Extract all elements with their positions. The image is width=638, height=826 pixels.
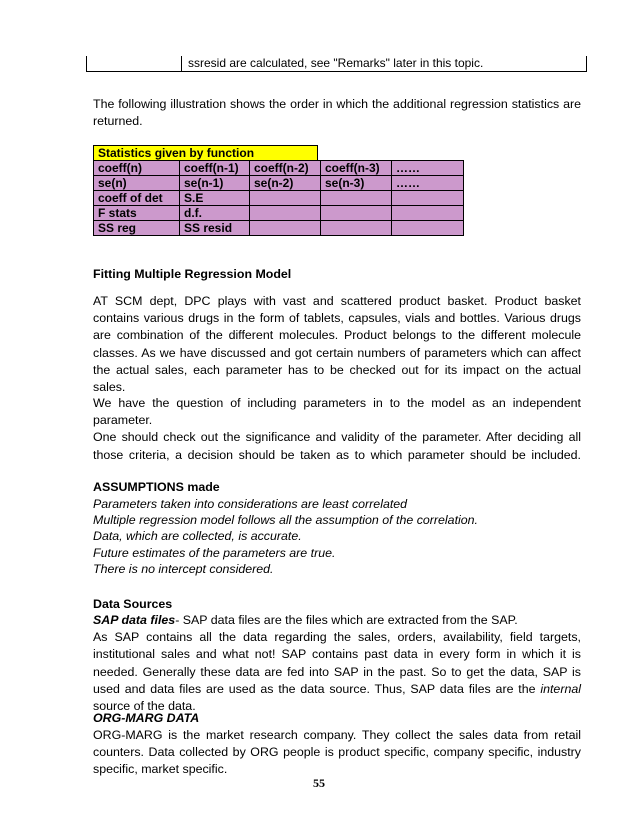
regression-stats-table xyxy=(93,160,464,236)
stats-cell: se(n-3) xyxy=(321,176,392,191)
stats-cell: …… xyxy=(392,161,464,176)
stats-cell xyxy=(392,206,464,221)
data-sources-heading: Data Sources xyxy=(93,597,173,611)
page-number: 55 xyxy=(313,776,325,790)
stats-cell xyxy=(321,191,392,206)
stats-cell: se(n-2) xyxy=(250,176,321,191)
stats-cell xyxy=(392,221,464,236)
sap-label: SAP data files xyxy=(93,613,176,627)
stats-cell xyxy=(250,191,321,206)
sap-line xyxy=(93,612,581,629)
remarks-table-fragment xyxy=(86,56,587,72)
stats-row xyxy=(94,176,464,191)
paragraph-line: One should check out the significance and validity of the parameter. After deciding all xyxy=(93,430,581,445)
data-sources-paragraph xyxy=(93,612,581,715)
stats-cell: SS resid xyxy=(180,221,250,236)
intro-paragraph xyxy=(93,96,581,130)
assumption-item: Multiple regression model follows all the assumption of the correlation. xyxy=(93,513,478,528)
stats-cell: coeff(n) xyxy=(94,161,180,176)
paragraph-line: needed. Generally these data are fed into SAP in the past. So to get the data, SAP is xyxy=(93,664,581,679)
table-text-cell: ssresid are calculated, see "Remarks" later in this topic. xyxy=(188,56,484,70)
stats-cell: coeff of det xyxy=(94,191,180,206)
stats-cell xyxy=(321,221,392,236)
intro-line: The following illustration shows the order in which the additional regression statistics are xyxy=(93,97,581,111)
stats-row xyxy=(94,206,464,221)
table-empty-cell xyxy=(87,56,182,71)
paragraph-text: used and data files are used as the data source. Thus, SAP data files are the xyxy=(93,681,536,696)
stats-cell: d.f. xyxy=(180,206,250,221)
paragraph-line: contains various drugs in the form of tablets, capsules, vials and bottles. Various drugs xyxy=(93,311,581,326)
stats-cell: SS reg xyxy=(94,221,180,236)
intro-line: returned. xyxy=(93,114,143,129)
paragraph-line: parameter. xyxy=(93,413,153,428)
stats-cell xyxy=(250,206,321,221)
stats-cell: se(n-1) xyxy=(180,176,250,191)
paragraph-line: counters. Data collected by ORG people is product specific, company specific, industry xyxy=(93,745,581,760)
stats-cell: se(n) xyxy=(94,176,180,191)
assumptions-heading: ASSUMPTIONS made xyxy=(93,480,220,494)
stats-cell xyxy=(250,221,321,236)
paragraph-line: are combination of the different molecules. Product belongs to the different molecule xyxy=(93,328,581,343)
stats-cell: coeff(n-3) xyxy=(321,161,392,176)
paragraph-line: the actual sales, each parameter has to be checked out for its impact on the actual xyxy=(93,362,581,377)
stats-row xyxy=(94,161,464,176)
stats-table-header: Statistics given by function xyxy=(93,145,318,160)
paragraph-line: AT SCM dept, DPC plays with vast and scattered product basket. Product basket xyxy=(93,294,581,308)
internal-word: internal xyxy=(540,681,581,696)
paragraph-line: As SAP contains all the data regarding the sales, orders, availability, field targets, xyxy=(93,630,581,645)
paragraph-line: source of the data. xyxy=(93,699,196,714)
paragraph-line: classes. As we have discussed and got certain numbers of parameters which can affect xyxy=(93,345,581,360)
stats-row xyxy=(94,191,464,206)
assumption-item: Data, which are collected, is accurate. xyxy=(93,529,302,544)
paragraph-line-mixed xyxy=(93,681,581,698)
stats-cell: S.E xyxy=(180,191,250,206)
assumption-item: Parameters taken into considerations are least correlated xyxy=(93,497,408,511)
paragraph-line: ORG-MARG is the market research company. They collect the sales data from retail xyxy=(93,728,581,742)
paragraph-line: sales. xyxy=(93,380,126,395)
assumptions-list xyxy=(93,496,478,577)
fitting-heading: Fitting Multiple Regression Model xyxy=(93,267,292,281)
stats-cell xyxy=(321,206,392,221)
sap-description: - SAP data files are the files which are extracted from the SAP. xyxy=(175,613,518,627)
paragraph-line: those criteria, a decision should be taken as to which parameter should be included. xyxy=(93,447,581,462)
paragraph-line: institutional sales and what not! SAP contains past data in every form in which it is xyxy=(93,647,581,662)
stats-row xyxy=(94,221,464,236)
fitting-paragraph-2 xyxy=(93,395,581,464)
org-marg-paragraph xyxy=(93,727,581,779)
stats-cell: coeff(n-1) xyxy=(180,161,250,176)
stats-cell: …… xyxy=(392,176,464,191)
stats-cell: coeff(n-2) xyxy=(250,161,321,176)
assumption-item: There is no intercept considered. xyxy=(93,561,274,576)
assumption-item: Future estimates of the parameters are true. xyxy=(93,545,336,560)
stats-cell: F stats xyxy=(94,206,180,221)
fitting-paragraph-1 xyxy=(93,293,581,396)
org-marg-heading: ORG-MARG DATA xyxy=(93,711,200,725)
paragraph-line: specific, market specific. xyxy=(93,762,228,777)
paragraph-line: We have the question of including parameters in to the model as an independent xyxy=(93,396,581,410)
stats-cell xyxy=(392,191,464,206)
